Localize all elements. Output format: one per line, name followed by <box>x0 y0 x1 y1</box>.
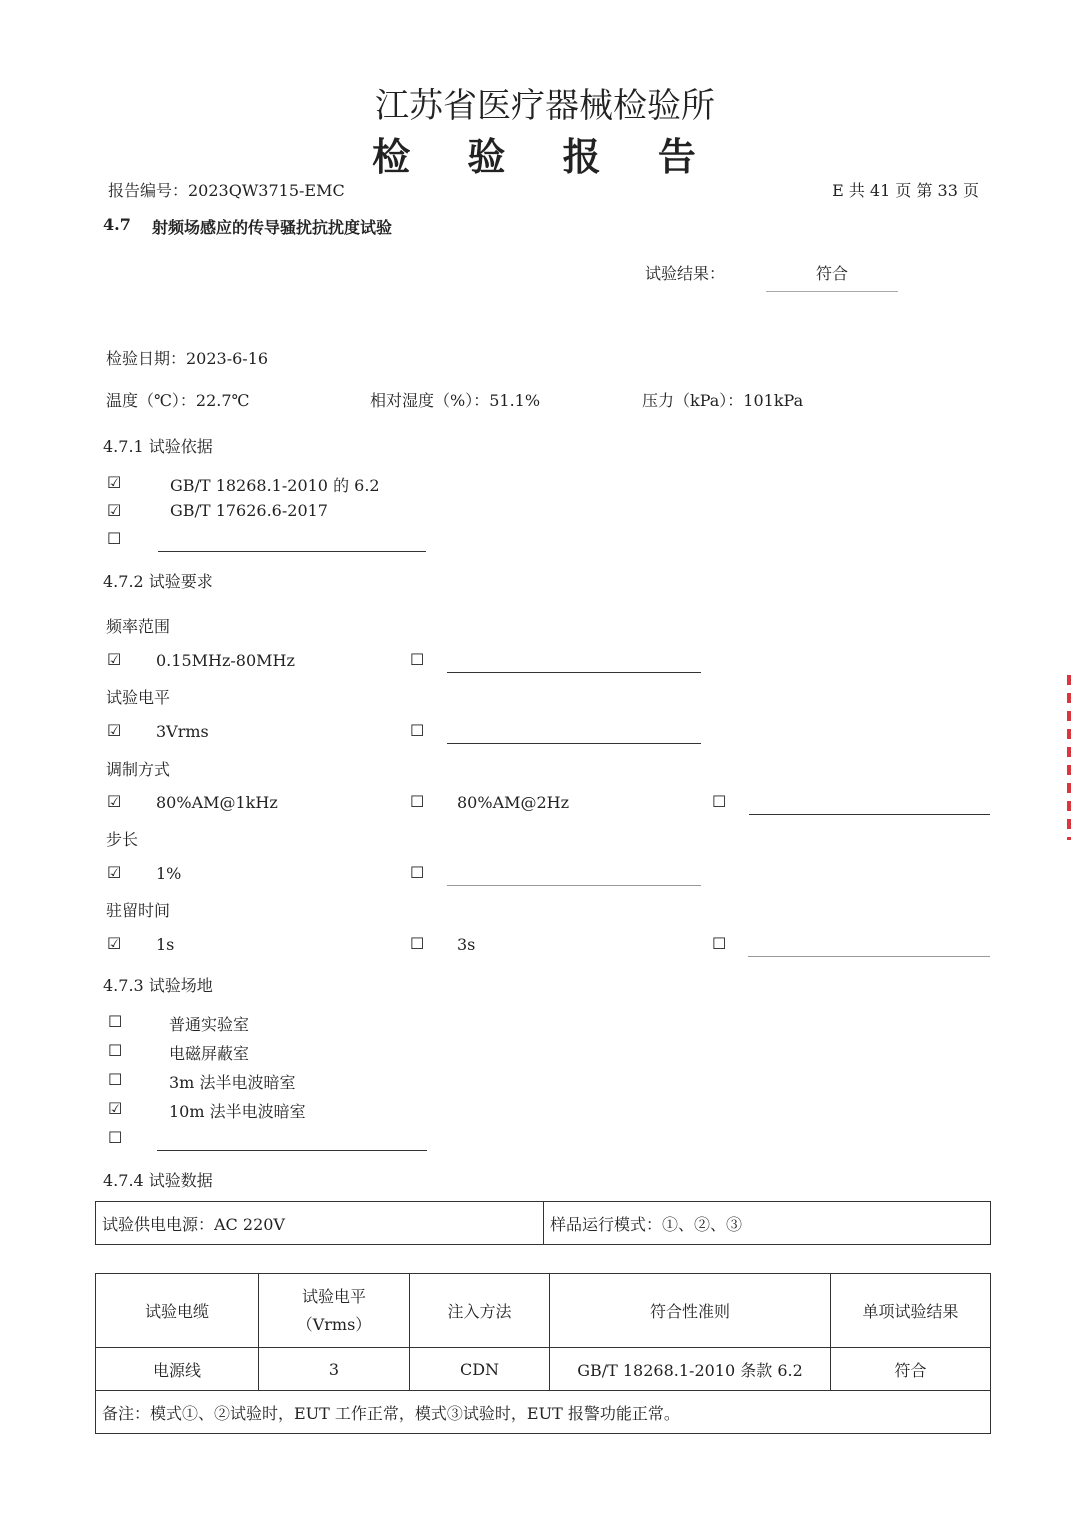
checkbox[interactable]: ☐ <box>108 1012 123 1031</box>
note-row <box>96 1391 991 1434</box>
blank-line <box>748 956 990 957</box>
header-unit: （Vrms） <box>296 1314 372 1334</box>
header-cell: 符合性准则 <box>550 1274 831 1348</box>
checkbox[interactable]: ☑ <box>107 473 122 492</box>
section-number: 4.7 <box>103 215 131 234</box>
group-label: 步长 <box>106 830 139 849</box>
basis-item: GB/T 18268.1-2010 的 6.2 <box>170 476 380 495</box>
header-cell <box>259 1274 410 1348</box>
basis-title: 4.7.1 试验依据 <box>103 437 213 456</box>
data-title: 4.7.4 试验数据 <box>103 1171 213 1190</box>
header-text: 试验电平 <box>301 1286 366 1306</box>
option-text: 80%AM@1kHz <box>156 793 278 812</box>
blank-line <box>749 814 990 815</box>
checkbox[interactable]: ☑ <box>107 792 122 811</box>
data-table <box>95 1273 991 1434</box>
req-title: 4.7.2 试验要求 <box>103 572 213 591</box>
checkbox[interactable]: ☐ <box>108 1041 123 1060</box>
blank-line <box>447 672 701 673</box>
checkbox[interactable]: ☐ <box>410 934 425 953</box>
section-title: 射频场感应的传导骚扰抗扰度试验 <box>152 218 393 237</box>
report-title: 检 验 报 告 <box>372 134 718 179</box>
humidity: 相对湿度（%）：51.1% <box>370 391 541 410</box>
group-label: 试验电平 <box>106 688 171 707</box>
result-underline <box>766 291 898 292</box>
header-cell: 试验电缆 <box>96 1274 259 1348</box>
cell: GB/T 18268.1-2010 条款 6.2 <box>550 1348 831 1391</box>
group-label: 频率范围 <box>106 617 171 636</box>
basis-item: GB/T 17626.6-2017 <box>170 501 328 520</box>
checkbox[interactable]: ☑ <box>107 501 122 520</box>
cell: 3 <box>259 1348 410 1391</box>
option-text: 0.15MHz-80MHz <box>156 651 295 670</box>
checkbox[interactable]: ☑ <box>108 1099 123 1118</box>
cell: 电源线 <box>96 1348 259 1391</box>
checkbox[interactable]: ☑ <box>107 721 122 740</box>
temperature: 温度（℃）：22.7℃ <box>106 391 250 410</box>
page-info: E 共 41 页 第 33 页 <box>832 181 979 200</box>
result-value: 符合 <box>815 264 848 283</box>
site-title: 4.7.3 试验场地 <box>103 976 213 995</box>
blank-line <box>447 885 701 886</box>
checkbox[interactable]: ☑ <box>107 934 122 953</box>
test-date: 检验日期：2023-6-16 <box>106 349 269 368</box>
checkbox[interactable]: ☐ <box>108 1070 123 1089</box>
checkbox[interactable]: ☐ <box>107 529 122 548</box>
cell: CDN <box>410 1348 550 1391</box>
blank-line <box>447 743 701 744</box>
option-text: 1s <box>156 935 175 954</box>
table-header <box>96 1274 991 1348</box>
checkbox[interactable]: ☐ <box>712 792 727 811</box>
cell: 符合 <box>831 1348 991 1391</box>
option-text: 80%AM@2Hz <box>457 793 570 812</box>
report-number: 报告编号：2023QW3715-EMC <box>108 181 345 200</box>
group-label: 调制方式 <box>106 760 171 779</box>
option-text: 3Vrms <box>156 722 209 741</box>
power-supply: 试验供电电源：AC 220V <box>96 1202 544 1245</box>
note: 备注：模式①、②试验时，EUT 工作正常，模式③试验时，EUT 报警功能正常。 <box>96 1391 991 1434</box>
checkbox[interactable]: ☐ <box>410 863 425 882</box>
site-item: 普通实验室 <box>169 1015 250 1034</box>
site-item: 3m 法半电波暗室 <box>169 1073 296 1092</box>
pressure: 压力（kPa）：101kPa <box>642 391 804 410</box>
result-label: 试验结果： <box>645 264 726 283</box>
checkbox[interactable]: ☑ <box>107 863 122 882</box>
checkbox[interactable]: ☐ <box>410 650 425 669</box>
option-text: 3s <box>457 935 476 954</box>
table-row <box>96 1348 991 1391</box>
option-text: 1% <box>156 864 182 883</box>
site-item: 电磁屏蔽室 <box>169 1044 250 1063</box>
checkbox[interactable]: ☐ <box>712 934 727 953</box>
site-item: 10m 法半电波暗室 <box>169 1102 306 1121</box>
checkbox[interactable]: ☐ <box>410 792 425 811</box>
header-cell: 单项试验结果 <box>831 1274 991 1348</box>
header-cell: 注入方法 <box>410 1274 550 1348</box>
group-label: 驻留时间 <box>106 901 171 920</box>
checkbox[interactable]: ☐ <box>108 1128 123 1147</box>
org-title: 江苏省医疗器械检验所 <box>375 86 715 126</box>
blank-line <box>157 1150 427 1151</box>
checkbox[interactable]: ☐ <box>410 721 425 740</box>
run-mode: 样品运行模式：①、②、③ <box>544 1202 991 1245</box>
seal-stamp-fragment <box>1067 675 1071 840</box>
power-table <box>95 1201 991 1245</box>
blank-line <box>158 551 426 552</box>
checkbox[interactable]: ☑ <box>107 650 122 669</box>
